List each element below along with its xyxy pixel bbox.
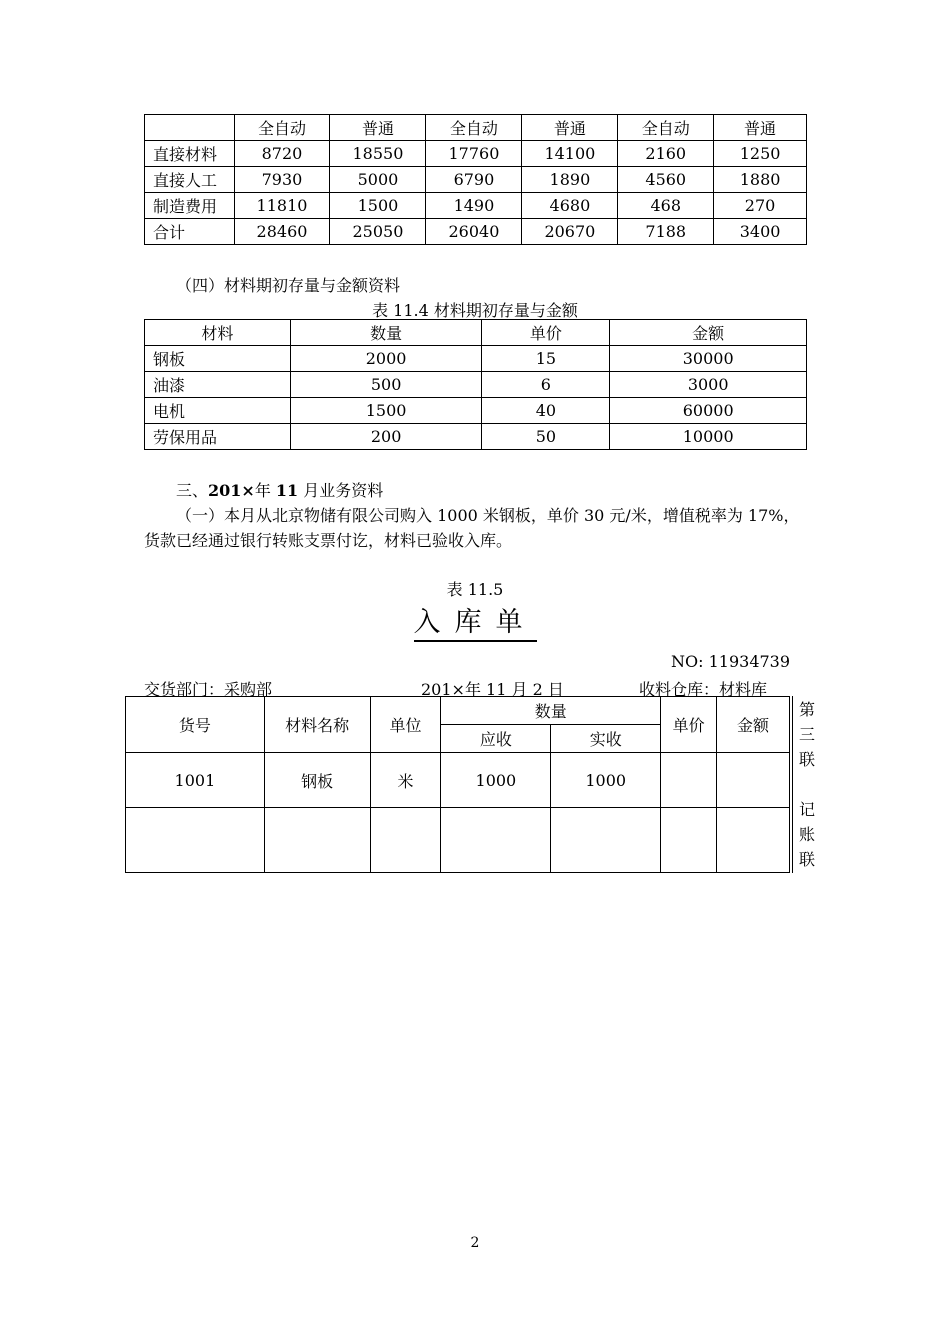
table-row — [145, 219, 807, 245]
table-cell: 1880 — [714, 167, 807, 193]
table-cell: 200 — [290, 424, 482, 450]
row-label: 直接材料 — [145, 141, 235, 167]
header-cell — [145, 115, 235, 141]
table-cell: 11810 — [234, 193, 330, 219]
section-3-year: 201× — [208, 481, 255, 500]
table-cell: 1000 — [551, 753, 661, 808]
header-cell: 普通 — [330, 115, 426, 141]
header-cell: 普通 — [714, 115, 807, 141]
paragraph-line-2: 货款已经通过银行转账支票付讫，材料已验收入库。 — [144, 531, 513, 550]
cost-table — [144, 114, 807, 245]
table-cell: 7930 — [234, 167, 330, 193]
receiving-warehouse: 收料仓库：材料库 — [639, 680, 768, 699]
table-row — [145, 372, 807, 398]
header-quantity: 数量 — [441, 697, 661, 725]
table-cell — [370, 808, 441, 873]
header-price: 单价 — [661, 697, 717, 753]
row-label: 直接人工 — [145, 167, 235, 193]
receipt-title: 入库单 — [414, 607, 537, 642]
receipt-date: 201×年 11 月 2 日 — [421, 680, 564, 699]
table-cell: 6790 — [426, 167, 522, 193]
header-cell: 单价 — [482, 320, 610, 346]
table-cell: 25050 — [330, 219, 426, 245]
header-goods-no: 货号 — [126, 697, 265, 753]
header-due: 应收 — [441, 725, 551, 753]
copy-label-char: 第 — [798, 700, 815, 719]
table-row — [145, 346, 807, 372]
table-cell: 1000 — [441, 753, 551, 808]
table-cell: 50 — [482, 424, 610, 450]
table-cell — [717, 808, 790, 873]
table-cell: 2000 — [290, 346, 482, 372]
header-cell: 材料 — [145, 320, 291, 346]
table-11-4-caption: 表 11.4 材料期初存量与金额 — [372, 301, 578, 320]
section-3-suffix: 月业务资料 — [298, 481, 384, 500]
copy-label-char: 账 — [798, 825, 815, 844]
table-cell: 1500 — [290, 398, 482, 424]
section-3-mid: 年 — [254, 481, 276, 500]
header-cell: 数量 — [290, 320, 482, 346]
table-cell: 1890 — [522, 167, 618, 193]
header-cell: 全自动 — [426, 115, 522, 141]
row-label: 电机 — [145, 398, 291, 424]
table-row — [145, 398, 807, 424]
table-cell: 14100 — [522, 141, 618, 167]
table-row — [145, 141, 807, 167]
delivery-department: 交货部门：采购部 — [144, 680, 273, 699]
row-label: 钢板 — [145, 346, 291, 372]
table-cell: 10000 — [610, 424, 807, 450]
material-inventory-table — [144, 319, 807, 450]
table-cell: 1250 — [714, 141, 807, 167]
table-cell: 7188 — [618, 219, 714, 245]
table-cell: 3400 — [714, 219, 807, 245]
table-cell — [126, 808, 265, 873]
table-header-row — [145, 320, 807, 346]
table-cell: 1001 — [126, 753, 265, 808]
copy-label — [797, 697, 817, 872]
copy-label-char: 记 — [798, 800, 815, 819]
table-11-5-label: 表 11.5 — [446, 580, 504, 599]
table-cell: 30000 — [610, 346, 807, 372]
table-cell: 1490 — [426, 193, 522, 219]
section-3-prefix: 三、 — [176, 481, 209, 500]
table-cell: 17760 — [426, 141, 522, 167]
table-cell — [264, 808, 370, 873]
table-row — [126, 753, 790, 808]
paragraph-line-1: （一）本月从北京物储有限公司购入 1000 米钢板，单价 30 元/米，增值税率为 17%， — [176, 506, 800, 525]
header-material-name: 材料名称 — [264, 697, 370, 753]
table-cell — [551, 808, 661, 873]
header-cell: 金额 — [610, 320, 807, 346]
table-cell: 26040 — [426, 219, 522, 245]
row-label: 制造费用 — [145, 193, 235, 219]
page-number: 2 — [470, 1235, 480, 1251]
copy-label-char: 联 — [798, 850, 815, 869]
table-cell — [717, 753, 790, 808]
table-cell: 4680 — [522, 193, 618, 219]
header-cell: 全自动 — [618, 115, 714, 141]
receipt-table — [125, 696, 790, 873]
header-received: 实收 — [551, 725, 661, 753]
table-cell: 20670 — [522, 219, 618, 245]
table-cell: 8720 — [234, 141, 330, 167]
table-cell: 米 — [370, 753, 441, 808]
copy-label-char — [797, 772, 817, 797]
receipt-number: NO: 11934739 — [671, 652, 791, 671]
table-row — [126, 808, 790, 873]
section-3-month: 11 — [275, 481, 299, 500]
table-cell: 2160 — [618, 141, 714, 167]
table-cell: 28460 — [234, 219, 330, 245]
section-4-heading: （四）材料期初存量与金额资料 — [176, 276, 401, 295]
table-cell: 270 — [714, 193, 807, 219]
table-cell: 468 — [618, 193, 714, 219]
table-row — [145, 193, 807, 219]
row-label: 合计 — [145, 219, 235, 245]
table-cell: 钢板 — [264, 753, 370, 808]
table-cell: 18550 — [330, 141, 426, 167]
table-header-row — [145, 115, 807, 141]
row-label: 油漆 — [145, 372, 291, 398]
header-cell: 普通 — [522, 115, 618, 141]
table-cell: 5000 — [330, 167, 426, 193]
stub-divider — [792, 696, 793, 873]
header-unit: 单位 — [370, 697, 441, 753]
header-cell: 全自动 — [234, 115, 330, 141]
table-cell — [441, 808, 551, 873]
table-cell: 6 — [482, 372, 610, 398]
table-cell — [661, 753, 717, 808]
table-row — [145, 167, 807, 193]
table-cell: 3000 — [610, 372, 807, 398]
table-cell: 1500 — [330, 193, 426, 219]
table-cell: 4560 — [618, 167, 714, 193]
copy-label-char: 三 — [798, 725, 815, 744]
header-amount: 金额 — [717, 697, 790, 753]
table-cell: 60000 — [610, 398, 807, 424]
row-label: 劳保用品 — [145, 424, 291, 450]
table-cell — [661, 808, 717, 873]
table-cell: 500 — [290, 372, 482, 398]
table-row — [145, 424, 807, 450]
table-cell: 40 — [482, 398, 610, 424]
receipt-title-wrap — [0, 600, 950, 639]
copy-label-char: 联 — [798, 750, 815, 769]
table-cell: 15 — [482, 346, 610, 372]
section-3-heading — [176, 478, 383, 501]
